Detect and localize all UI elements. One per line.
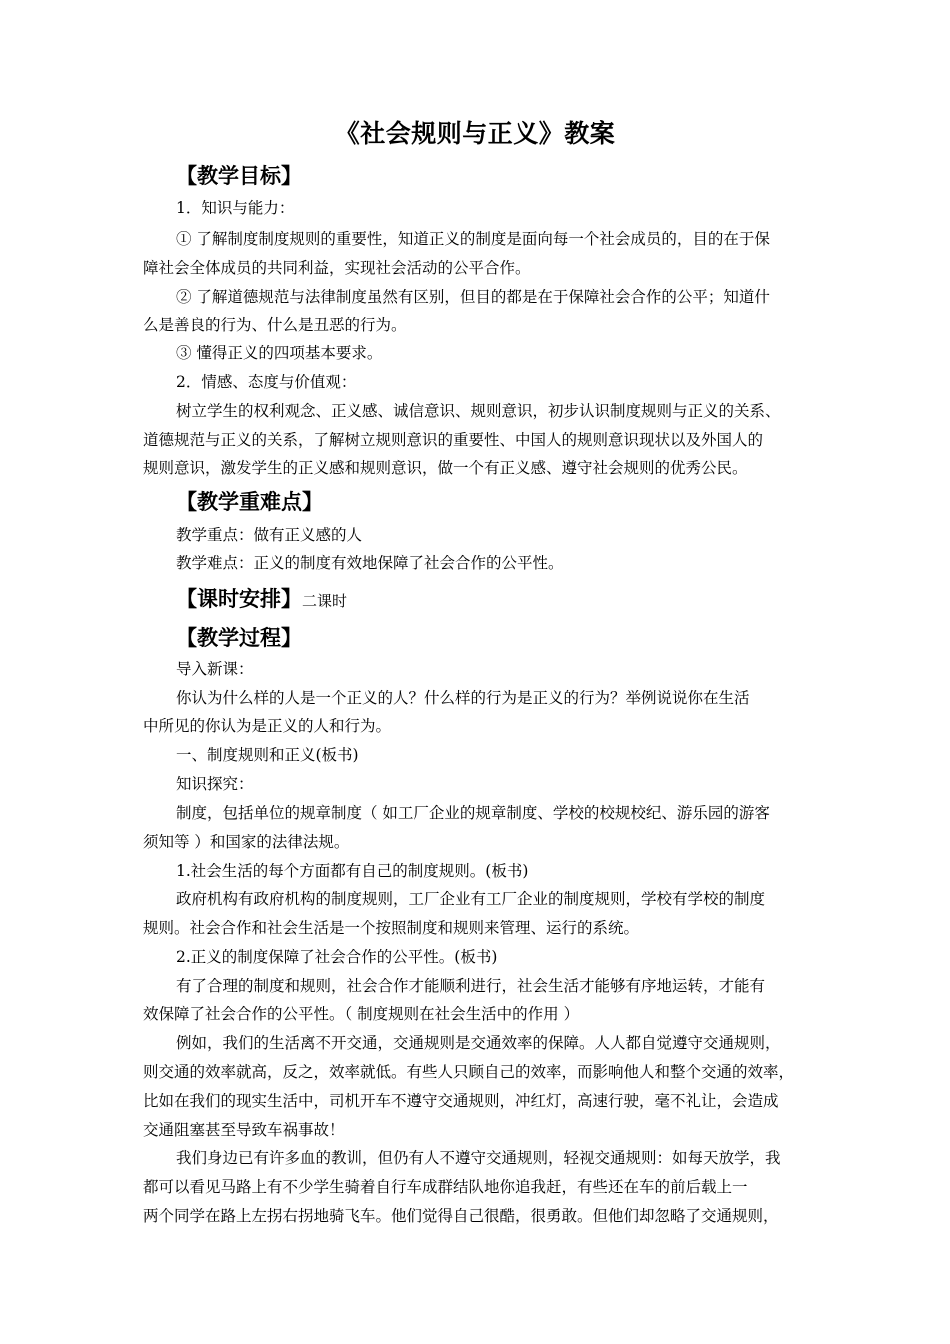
text-line: 障社会全体成员的共同利益，实现社会活动的公平合作。	[143, 259, 531, 277]
text-line: 么是善良的行为、什么是丑恶的行为。	[143, 316, 407, 334]
text-line: 制度，包括单位的规章制度（ 如工厂企业的规章制度、学校的校规校纪、游乐园的游客	[176, 804, 770, 822]
text-line: 须知等 ）和国家的法律法规。	[143, 833, 350, 851]
text-line: 规则。社会合作和社会生活是一个按照制度和规则来管理、运行的系统。	[143, 919, 640, 937]
heading-objectives: 【教学目标】	[176, 164, 302, 188]
text-line: 你认为什么样的人是一个正义的人？什么样的行为是正义的行为？举例说说你在生活	[176, 689, 750, 707]
text-line: 例如，我们的生活离不开交通，交通规则是交通效率的保障。人人都自觉遵守交通规则，	[176, 1034, 781, 1052]
schedule-value: 二课时	[302, 592, 348, 610]
text-line: 一、制度规则和正义(板书)	[176, 746, 359, 764]
text-line: 知识探究：	[176, 775, 254, 793]
text-line: 则交通的效率就高，反之，效率就低。有些人只顾自己的效率，而影响他人和整个交通的效率，	[143, 1063, 795, 1081]
text-line: 导入新课：	[176, 660, 254, 678]
text-line: 比如在我们的现实生活中，司机开车不遵守交通规则，冲红灯，高速行驶，毫不礼让，会造成	[143, 1092, 779, 1110]
text-line: 两个同学在路上左拐右拐地骑飞车。他们觉得自己很酷，很勇敢。但他们却忽略了交通规则，	[143, 1207, 779, 1225]
text-line: ② 了解道德规范与法律制度虽然有区别，但目的都是在于保障社会合作的公平；知道什	[176, 288, 770, 306]
heading-process: 【教学过程】	[176, 626, 302, 650]
text-line: 有了合理的制度和规则，社会合作才能顺利进行，社会生活才能够有序地运转，才能有	[176, 977, 766, 995]
text-line: 道德规范与正义的关系，了解树立规则意识的重要性、中国人的规则意识现状以及外国人的	[143, 431, 764, 449]
text-line: 交通阻塞甚至导致车祸事故！	[143, 1121, 345, 1139]
text-line: ① 了解制度制度规则的重要性，知道正义的制度是面向每一个社会成员的，目的在于保	[176, 230, 770, 248]
text-line: 2.正义的制度保障了社会合作的公平性。(板书)	[176, 948, 498, 966]
text-line: 1.社会生活的每个方面都有自己的制度规则。(板书)	[176, 862, 529, 880]
document-title: 《社会规则与正义》教案	[334, 119, 616, 148]
text-line: 我们身边已有许多血的教训，但仍有人不遵守交通规则，轻视交通规则：如每天放学，我	[176, 1149, 781, 1167]
text-line: 中所见的你认为是正义的人和行为。	[143, 717, 392, 735]
text-line: 效保障了社会合作的公平性。（ 制度规则在社会生活中的作用 ）	[143, 1005, 580, 1023]
text-line: 政府机构有政府机构的制度规则，工厂企业有工厂企业的制度规则，学校有学校的制度	[176, 890, 766, 908]
heading-keypoints: 【教学重难点】	[176, 490, 323, 514]
text-line: ③ 懂得正义的四项基本要求。	[176, 344, 383, 362]
text-line: 教学难点：正义的制度有效地保障了社会合作的公平性。	[176, 554, 564, 572]
heading-schedule-label: 【课时安排】	[176, 587, 302, 611]
text-line: 树立学生的权利观念、正义感、诚信意识、规则意识，初步认识制度规则与正义的关系、	[176, 402, 781, 420]
text-line: 2．情感、态度与价值观：	[176, 373, 357, 391]
text-line: 1．知识与能力：	[176, 199, 295, 217]
text-line: 教学重点：做有正义感的人	[176, 526, 363, 544]
heading-schedule	[176, 583, 347, 613]
text-line: 都可以看见马路上有不少学生骑着自行车成群结队地你追我赶，有些还在车的前后载上一	[143, 1178, 748, 1196]
text-line: 规则意识，激发学生的正义感和规则意识，做一个有正义感、遵守社会规则的优秀公民。	[143, 459, 748, 477]
